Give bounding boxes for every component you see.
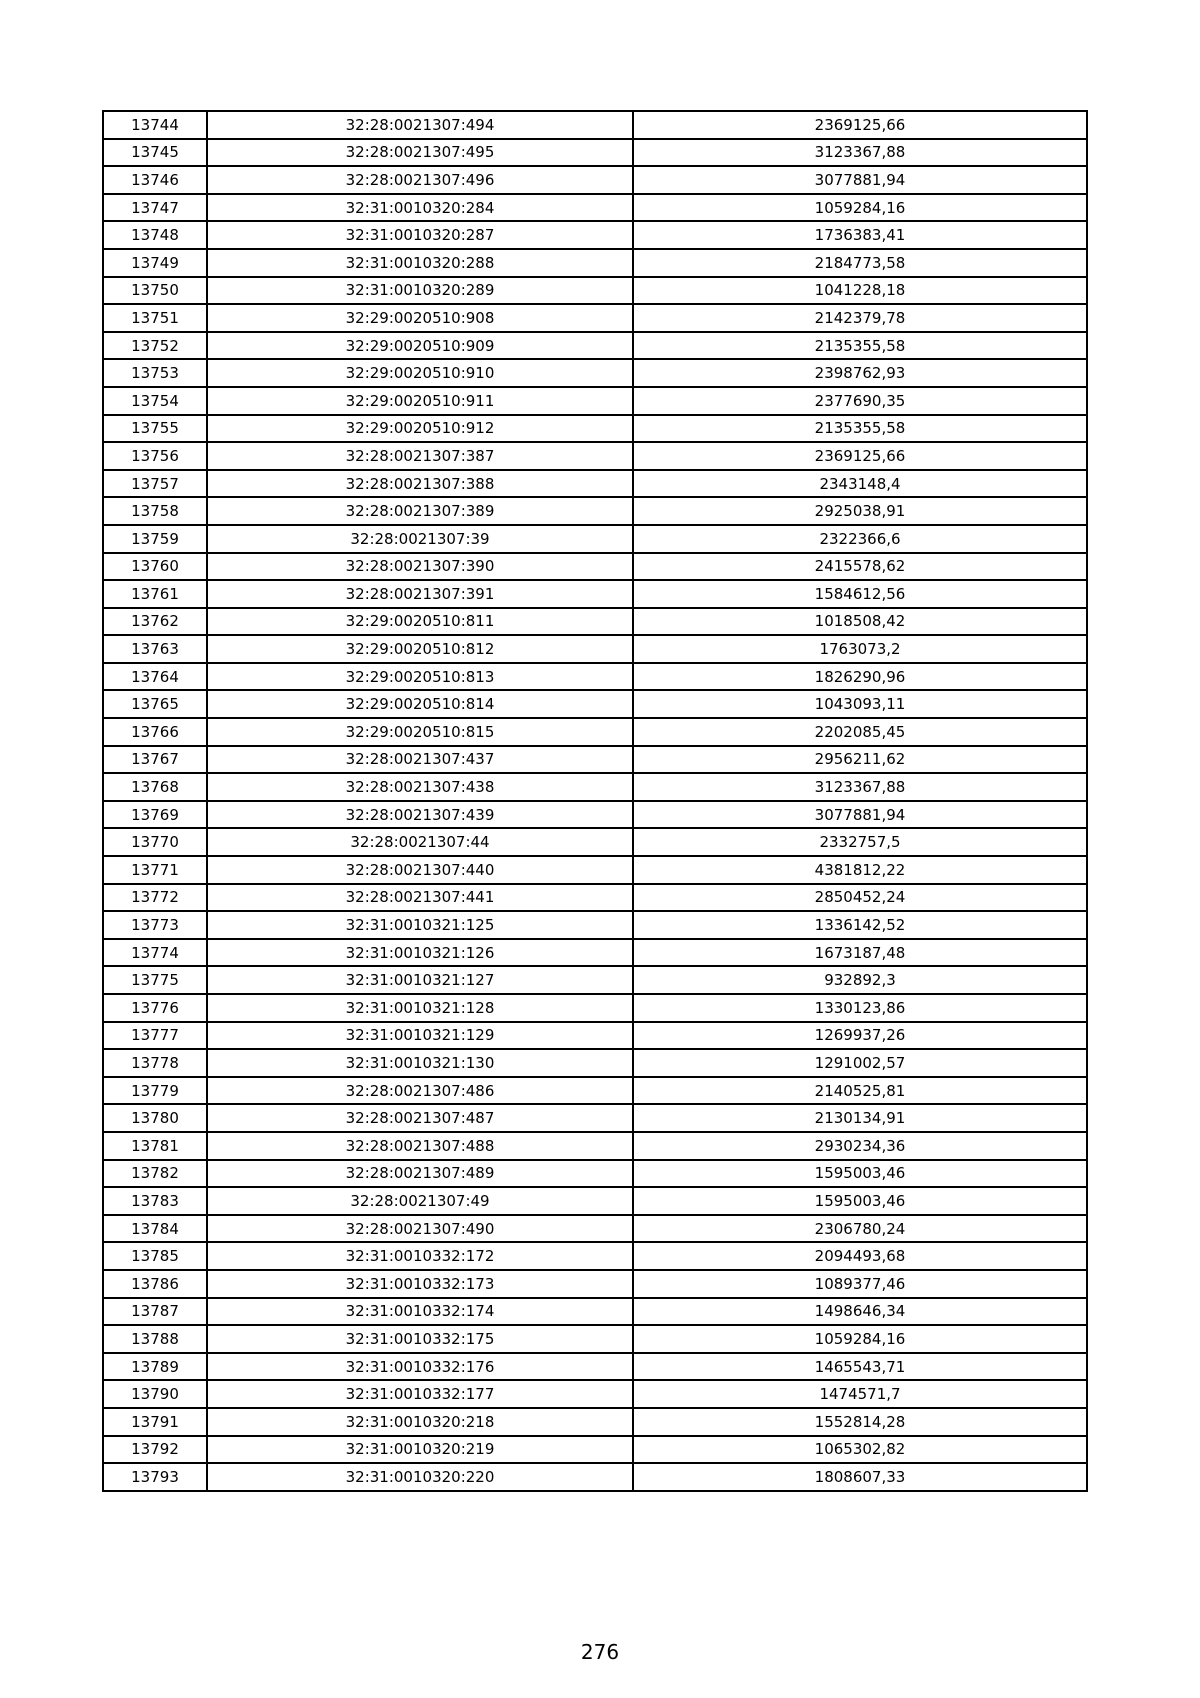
row-number-cell: 13777 bbox=[103, 1022, 207, 1050]
cadastral-value-cell: 1065302,82 bbox=[633, 1436, 1087, 1464]
cadastral-value-cell: 2142379,78 bbox=[633, 304, 1087, 332]
row-number-cell: 13791 bbox=[103, 1408, 207, 1436]
cadastral-value-cell: 932892,3 bbox=[633, 966, 1087, 994]
table-row bbox=[103, 1353, 1087, 1381]
cadastral-number-cell: 32:28:0021307:44 bbox=[207, 828, 633, 856]
table-row bbox=[103, 1463, 1087, 1491]
cadastral-number-cell: 32:29:0020510:815 bbox=[207, 718, 633, 746]
table-row bbox=[103, 1408, 1087, 1436]
cadastral-value-cell: 1041228,18 bbox=[633, 277, 1087, 305]
cadastral-value-cell: 3077881,94 bbox=[633, 801, 1087, 829]
table-row bbox=[103, 1160, 1087, 1188]
cadastral-number-cell: 32:28:0021307:388 bbox=[207, 470, 633, 498]
cadastral-value-cell: 2094493,68 bbox=[633, 1242, 1087, 1270]
row-number-cell: 13750 bbox=[103, 277, 207, 305]
cadastral-value-cell: 3123367,88 bbox=[633, 139, 1087, 167]
row-number-cell: 13766 bbox=[103, 718, 207, 746]
row-number-cell: 13760 bbox=[103, 553, 207, 581]
table-row bbox=[103, 221, 1087, 249]
table-row bbox=[103, 304, 1087, 332]
cadastral-number-cell: 32:29:0020510:912 bbox=[207, 415, 633, 443]
cadastral-number-cell: 32:28:0021307:387 bbox=[207, 442, 633, 470]
row-number-cell: 13783 bbox=[103, 1187, 207, 1215]
row-number-cell: 13763 bbox=[103, 635, 207, 663]
row-number-cell: 13772 bbox=[103, 884, 207, 912]
cadastral-number-cell: 32:28:0021307:496 bbox=[207, 166, 633, 194]
cadastral-number-cell: 32:31:0010320:288 bbox=[207, 249, 633, 277]
row-number-cell: 13756 bbox=[103, 442, 207, 470]
table-row bbox=[103, 525, 1087, 553]
cadastral-number-cell: 32:28:0021307:391 bbox=[207, 580, 633, 608]
cadastral-value-cell: 2306780,24 bbox=[633, 1215, 1087, 1243]
table-row bbox=[103, 635, 1087, 663]
row-number-cell: 13787 bbox=[103, 1298, 207, 1326]
row-number-cell: 13770 bbox=[103, 828, 207, 856]
cadastral-number-cell: 32:28:0021307:441 bbox=[207, 884, 633, 912]
table-row bbox=[103, 1380, 1087, 1408]
row-number-cell: 13753 bbox=[103, 359, 207, 387]
table-row bbox=[103, 746, 1087, 774]
cadastral-value-cell: 2369125,66 bbox=[633, 442, 1087, 470]
row-number-cell: 13746 bbox=[103, 166, 207, 194]
row-number-cell: 13747 bbox=[103, 194, 207, 222]
table-row bbox=[103, 718, 1087, 746]
table-row bbox=[103, 1049, 1087, 1077]
cadastral-value-cell: 1018508,42 bbox=[633, 608, 1087, 636]
row-number-cell: 13779 bbox=[103, 1077, 207, 1105]
cadastral-value-cell: 2135355,58 bbox=[633, 332, 1087, 360]
cadastral-number-cell: 32:31:0010320:220 bbox=[207, 1463, 633, 1491]
row-number-cell: 13781 bbox=[103, 1132, 207, 1160]
table-row bbox=[103, 1022, 1087, 1050]
cadastral-number-cell: 32:29:0020510:910 bbox=[207, 359, 633, 387]
row-number-cell: 13744 bbox=[103, 111, 207, 139]
row-number-cell: 13758 bbox=[103, 497, 207, 525]
table-row bbox=[103, 139, 1087, 167]
row-number-cell: 13793 bbox=[103, 1463, 207, 1491]
table-row bbox=[103, 194, 1087, 222]
cadastral-number-cell: 32:29:0020510:911 bbox=[207, 387, 633, 415]
cadastral-value-cell: 1330123,86 bbox=[633, 994, 1087, 1022]
table-row bbox=[103, 497, 1087, 525]
table-row bbox=[103, 1215, 1087, 1243]
cadastral-value-cell: 1336142,52 bbox=[633, 911, 1087, 939]
cadastral-value-cell: 1465543,71 bbox=[633, 1353, 1087, 1381]
cadastral-number-cell: 32:31:0010321:128 bbox=[207, 994, 633, 1022]
cadastral-value-cell: 1552814,28 bbox=[633, 1408, 1087, 1436]
cadastral-value-cell: 2930234,36 bbox=[633, 1132, 1087, 1160]
cadastral-value-cell: 2130134,91 bbox=[633, 1104, 1087, 1132]
row-number-cell: 13769 bbox=[103, 801, 207, 829]
row-number-cell: 13759 bbox=[103, 525, 207, 553]
row-number-cell: 13767 bbox=[103, 746, 207, 774]
cadastral-value-cell: 2332757,5 bbox=[633, 828, 1087, 856]
row-number-cell: 13768 bbox=[103, 773, 207, 801]
cadastral-value-cell: 1826290,96 bbox=[633, 663, 1087, 691]
row-number-cell: 13771 bbox=[103, 856, 207, 884]
cadastral-number-cell: 32:29:0020510:811 bbox=[207, 608, 633, 636]
table-row bbox=[103, 1132, 1087, 1160]
table-row bbox=[103, 773, 1087, 801]
cadastral-value-cell: 1808607,33 bbox=[633, 1463, 1087, 1491]
row-number-cell: 13780 bbox=[103, 1104, 207, 1132]
table-row bbox=[103, 111, 1087, 139]
cadastral-number-cell: 32:28:0021307:488 bbox=[207, 1132, 633, 1160]
cadastral-value-cell: 1291002,57 bbox=[633, 1049, 1087, 1077]
cadastral-value-cell: 2135355,58 bbox=[633, 415, 1087, 443]
cadastral-number-cell: 32:31:0010320:219 bbox=[207, 1436, 633, 1464]
row-number-cell: 13752 bbox=[103, 332, 207, 360]
cadastral-value-cell: 2369125,66 bbox=[633, 111, 1087, 139]
cadastral-number-cell: 32:28:0021307:494 bbox=[207, 111, 633, 139]
row-number-cell: 13761 bbox=[103, 580, 207, 608]
cadastral-number-cell: 32:31:0010321:129 bbox=[207, 1022, 633, 1050]
table-row bbox=[103, 1270, 1087, 1298]
cadastral-value-cell: 1736383,41 bbox=[633, 221, 1087, 249]
cadastral-value-cell: 1059284,16 bbox=[633, 194, 1087, 222]
cadastral-number-cell: 32:29:0020510:813 bbox=[207, 663, 633, 691]
row-number-cell: 13785 bbox=[103, 1242, 207, 1270]
cadastral-number-cell: 32:31:0010332:175 bbox=[207, 1325, 633, 1353]
table-row bbox=[103, 415, 1087, 443]
row-number-cell: 13751 bbox=[103, 304, 207, 332]
cadastral-value-cell: 1763073,2 bbox=[633, 635, 1087, 663]
cadastral-number-cell: 32:28:0021307:437 bbox=[207, 746, 633, 774]
row-number-cell: 13776 bbox=[103, 994, 207, 1022]
table-row bbox=[103, 690, 1087, 718]
row-number-cell: 13765 bbox=[103, 690, 207, 718]
table-row bbox=[103, 442, 1087, 470]
table-row bbox=[103, 994, 1087, 1022]
cadastral-number-cell: 32:28:0021307:439 bbox=[207, 801, 633, 829]
row-number-cell: 13749 bbox=[103, 249, 207, 277]
table-row bbox=[103, 553, 1087, 581]
cadastral-number-cell: 32:31:0010320:289 bbox=[207, 277, 633, 305]
cadastral-value-cell: 2925038,91 bbox=[633, 497, 1087, 525]
row-number-cell: 13755 bbox=[103, 415, 207, 443]
cadastral-number-cell: 32:31:0010320:218 bbox=[207, 1408, 633, 1436]
table-row bbox=[103, 1077, 1087, 1105]
cadastral-value-cell: 1269937,26 bbox=[633, 1022, 1087, 1050]
row-number-cell: 13748 bbox=[103, 221, 207, 249]
table-row bbox=[103, 939, 1087, 967]
table-row bbox=[103, 1242, 1087, 1270]
cadastral-number-cell: 32:31:0010332:176 bbox=[207, 1353, 633, 1381]
row-number-cell: 13792 bbox=[103, 1436, 207, 1464]
cadastral-number-cell: 32:28:0021307:49 bbox=[207, 1187, 633, 1215]
cadastral-number-cell: 32:28:0021307:440 bbox=[207, 856, 633, 884]
row-number-cell: 13782 bbox=[103, 1160, 207, 1188]
page-number: 276 bbox=[580, 1640, 620, 1664]
cadastral-value-cell: 2398762,93 bbox=[633, 359, 1087, 387]
cadastral-number-cell: 32:28:0021307:490 bbox=[207, 1215, 633, 1243]
cadastral-value-cell: 2140525,81 bbox=[633, 1077, 1087, 1105]
table-row bbox=[103, 884, 1087, 912]
cadastral-value-cell: 1059284,16 bbox=[633, 1325, 1087, 1353]
table-row bbox=[103, 801, 1087, 829]
cadastral-number-cell: 32:31:0010321:127 bbox=[207, 966, 633, 994]
cadastral-number-cell: 32:31:0010321:126 bbox=[207, 939, 633, 967]
cadastral-value-table bbox=[102, 110, 1088, 1492]
cadastral-value-cell: 2415578,62 bbox=[633, 553, 1087, 581]
table-body bbox=[103, 111, 1087, 1491]
table-row bbox=[103, 470, 1087, 498]
cadastral-number-cell: 32:28:0021307:39 bbox=[207, 525, 633, 553]
cadastral-value-cell: 2343148,4 bbox=[633, 470, 1087, 498]
table-row bbox=[103, 1298, 1087, 1326]
cadastral-value-cell: 1673187,48 bbox=[633, 939, 1087, 967]
cadastral-value-cell: 1043093,11 bbox=[633, 690, 1087, 718]
table-row bbox=[103, 856, 1087, 884]
row-number-cell: 13786 bbox=[103, 1270, 207, 1298]
row-number-cell: 13790 bbox=[103, 1380, 207, 1408]
cadastral-number-cell: 32:31:0010321:130 bbox=[207, 1049, 633, 1077]
table-row bbox=[103, 1104, 1087, 1132]
table-row bbox=[103, 166, 1087, 194]
cadastral-value-cell: 1498646,34 bbox=[633, 1298, 1087, 1326]
table-row bbox=[103, 663, 1087, 691]
cadastral-value-cell: 3123367,88 bbox=[633, 773, 1087, 801]
table-row bbox=[103, 277, 1087, 305]
cadastral-value-cell: 1595003,46 bbox=[633, 1160, 1087, 1188]
row-number-cell: 13788 bbox=[103, 1325, 207, 1353]
table-row bbox=[103, 249, 1087, 277]
cadastral-number-cell: 32:31:0010320:287 bbox=[207, 221, 633, 249]
cadastral-value-cell: 1474571,7 bbox=[633, 1380, 1087, 1408]
table-row bbox=[103, 359, 1087, 387]
row-number-cell: 13778 bbox=[103, 1049, 207, 1077]
row-number-cell: 13757 bbox=[103, 470, 207, 498]
cadastral-value-cell: 2956211,62 bbox=[633, 746, 1087, 774]
cadastral-value-cell: 1584612,56 bbox=[633, 580, 1087, 608]
cadastral-number-cell: 32:28:0021307:489 bbox=[207, 1160, 633, 1188]
cadastral-value-cell: 1595003,46 bbox=[633, 1187, 1087, 1215]
cadastral-value-cell: 2184773,58 bbox=[633, 249, 1087, 277]
cadastral-number-cell: 32:29:0020510:909 bbox=[207, 332, 633, 360]
cadastral-number-cell: 32:31:0010332:177 bbox=[207, 1380, 633, 1408]
cadastral-value-cell: 1089377,46 bbox=[633, 1270, 1087, 1298]
cadastral-number-cell: 32:31:0010332:172 bbox=[207, 1242, 633, 1270]
row-number-cell: 13762 bbox=[103, 608, 207, 636]
table-row bbox=[103, 966, 1087, 994]
table-row bbox=[103, 828, 1087, 856]
table-row bbox=[103, 332, 1087, 360]
table-row bbox=[103, 580, 1087, 608]
table-row bbox=[103, 1436, 1087, 1464]
cadastral-number-cell: 32:28:0021307:495 bbox=[207, 139, 633, 167]
table-row bbox=[103, 387, 1087, 415]
row-number-cell: 13773 bbox=[103, 911, 207, 939]
cadastral-value-cell: 3077881,94 bbox=[633, 166, 1087, 194]
cadastral-value-cell: 2202085,45 bbox=[633, 718, 1087, 746]
row-number-cell: 13754 bbox=[103, 387, 207, 415]
row-number-cell: 13775 bbox=[103, 966, 207, 994]
cadastral-number-cell: 32:28:0021307:390 bbox=[207, 553, 633, 581]
row-number-cell: 13774 bbox=[103, 939, 207, 967]
cadastral-number-cell: 32:28:0021307:389 bbox=[207, 497, 633, 525]
cadastral-number-cell: 32:31:0010321:125 bbox=[207, 911, 633, 939]
cadastral-value-cell: 2850452,24 bbox=[633, 884, 1087, 912]
cadastral-number-cell: 32:31:0010332:173 bbox=[207, 1270, 633, 1298]
cadastral-number-cell: 32:28:0021307:438 bbox=[207, 773, 633, 801]
cadastral-number-cell: 32:29:0020510:814 bbox=[207, 690, 633, 718]
row-number-cell: 13789 bbox=[103, 1353, 207, 1381]
cadastral-number-cell: 32:29:0020510:812 bbox=[207, 635, 633, 663]
table-row bbox=[103, 911, 1087, 939]
cadastral-number-cell: 32:28:0021307:487 bbox=[207, 1104, 633, 1132]
cadastral-value-cell: 2377690,35 bbox=[633, 387, 1087, 415]
cadastral-number-cell: 32:28:0021307:486 bbox=[207, 1077, 633, 1105]
row-number-cell: 13764 bbox=[103, 663, 207, 691]
cadastral-number-cell: 32:31:0010320:284 bbox=[207, 194, 633, 222]
cadastral-number-cell: 32:31:0010332:174 bbox=[207, 1298, 633, 1326]
row-number-cell: 13784 bbox=[103, 1215, 207, 1243]
row-number-cell: 13745 bbox=[103, 139, 207, 167]
cadastral-value-cell: 2322366,6 bbox=[633, 525, 1087, 553]
cadastral-value-cell: 4381812,22 bbox=[633, 856, 1087, 884]
table-row bbox=[103, 1187, 1087, 1215]
table-row bbox=[103, 1325, 1087, 1353]
cadastral-number-cell: 32:29:0020510:908 bbox=[207, 304, 633, 332]
table-row bbox=[103, 608, 1087, 636]
